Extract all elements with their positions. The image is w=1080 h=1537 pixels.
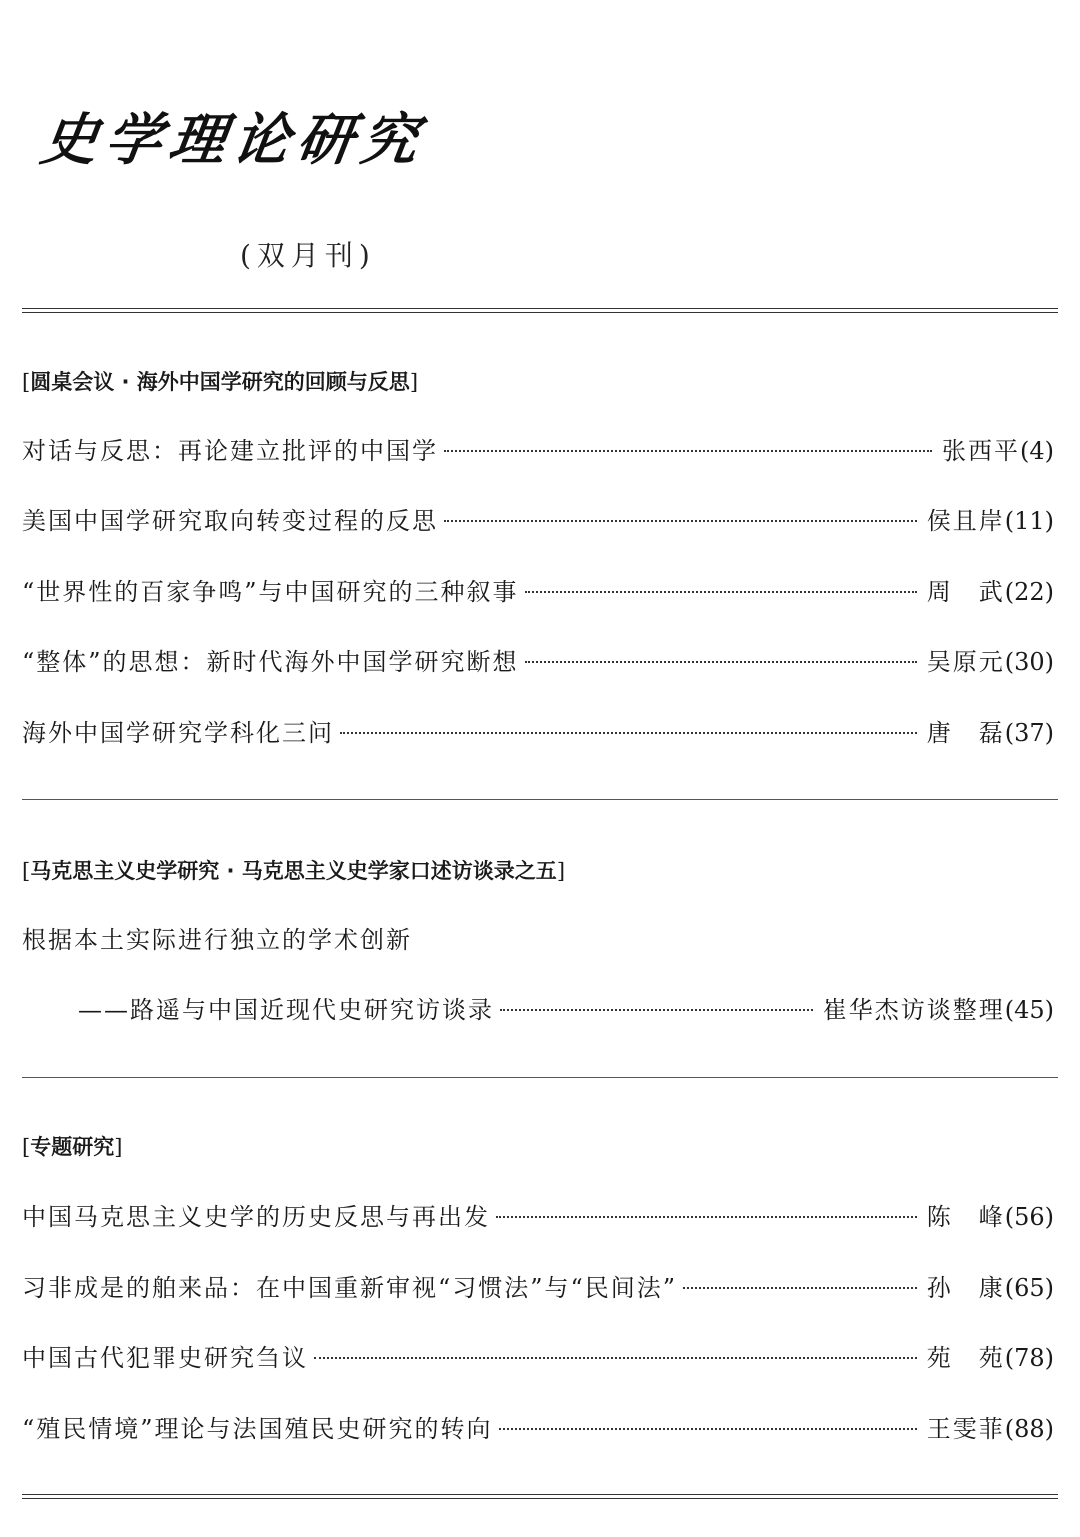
dot-leader xyxy=(683,1287,917,1289)
entry-author: 唐 磊 xyxy=(926,719,1005,747)
entry-page: (22) xyxy=(1004,578,1054,606)
toc-entry-title-line[interactable] xyxy=(22,920,1054,954)
entry-author: 孙 康 xyxy=(926,1274,1005,1302)
entry-page: (30) xyxy=(1004,648,1054,676)
dot-leader xyxy=(340,732,917,734)
toc-entry[interactable] xyxy=(78,990,1054,1024)
toc-entry[interactable] xyxy=(22,713,1054,747)
entry-title: 美国中国学研究取向转变过程的反思 xyxy=(22,507,438,535)
journal-masthead-logo xyxy=(22,78,470,173)
toc-entry[interactable] xyxy=(22,1268,1054,1302)
entry-title: 中国古代犯罪史研究刍议 xyxy=(22,1344,308,1372)
entry-page: (88) xyxy=(1004,1415,1054,1443)
entry-author: 崔华杰访谈整理 xyxy=(822,996,1005,1024)
toc-entry[interactable] xyxy=(22,572,1054,606)
entry-author: 吴原元 xyxy=(926,648,1005,676)
entry-author: 周 武 xyxy=(926,578,1005,606)
section-title: [专题研究] xyxy=(22,1135,123,1159)
section-title-text: 专题研究 xyxy=(30,1135,115,1159)
entry-author: 苑 苑 xyxy=(926,1344,1005,1372)
dot-leader xyxy=(496,1216,917,1218)
entry-author: 侯且岸 xyxy=(926,507,1005,535)
toc-entry[interactable] xyxy=(22,1338,1054,1372)
section-title: [马克思主义史学研究 · 马克思主义史学家口述访谈录之五] xyxy=(22,859,566,883)
entry-page: (11) xyxy=(1004,507,1054,535)
entry-subtitle: ——路遥与中国近现代史研究访谈录 xyxy=(78,996,494,1024)
entry-page: (45) xyxy=(1004,996,1054,1024)
entry-page: (65) xyxy=(1004,1274,1054,1302)
entry-title: 中国马克思主义史学的历史反思与再出发 xyxy=(22,1203,490,1231)
entry-page: (56) xyxy=(1004,1203,1054,1231)
dot-leader xyxy=(525,661,917,663)
publication-frequency: (双月刊) xyxy=(240,239,376,272)
dot-leader xyxy=(525,591,917,593)
entry-title: “整体”的思想：新时代海外中国学研究断想 xyxy=(22,648,519,676)
entry-page: (4) xyxy=(1019,437,1054,465)
toc-entry[interactable] xyxy=(22,1409,1054,1443)
toc-entry[interactable] xyxy=(22,1197,1054,1231)
entry-author: 陈 峰 xyxy=(926,1203,1005,1231)
section-title: [圆桌会议 · 海外中国学研究的回顾与反思] xyxy=(22,370,419,394)
entry-author: 张西平 xyxy=(941,437,1020,465)
journal-title: 史学理论研究 xyxy=(36,107,431,173)
entry-title: 对话与反思：再论建立批评的中国学 xyxy=(22,437,438,465)
entry-title: 根据本土实际进行独立的学术创新 xyxy=(22,926,412,954)
dot-leader xyxy=(314,1357,917,1359)
entry-page: (37) xyxy=(1004,719,1054,747)
footer-divider xyxy=(22,1494,1058,1499)
entry-title: “世界性的百家争鸣”与中国研究的三种叙事 xyxy=(22,578,519,606)
entry-title: 习非成是的舶来品：在中国重新审视“习惯法”与“民间法” xyxy=(22,1274,678,1302)
entry-title: 海外中国学研究学科化三问 xyxy=(22,719,334,747)
toc-entry[interactable] xyxy=(22,642,1054,676)
section-title-text: 圆桌会议 · 海外中国学研究的回顾与反思 xyxy=(30,370,410,394)
dot-leader xyxy=(500,1009,813,1011)
header-divider xyxy=(22,308,1058,313)
entry-title: “殖民情境”理论与法国殖民史研究的转向 xyxy=(22,1415,493,1443)
dot-leader xyxy=(499,1428,917,1430)
section-divider xyxy=(22,799,1058,800)
toc-entry[interactable] xyxy=(22,501,1054,535)
dot-leader xyxy=(444,450,932,452)
toc-entry[interactable] xyxy=(22,431,1054,465)
section-title-text: 马克思主义史学研究 · 马克思主义史学家口述访谈录之五 xyxy=(30,859,557,883)
dot-leader xyxy=(444,520,917,522)
entry-page: (78) xyxy=(1004,1344,1054,1372)
section-divider xyxy=(22,1077,1058,1078)
entry-author: 王雯菲 xyxy=(926,1415,1005,1443)
